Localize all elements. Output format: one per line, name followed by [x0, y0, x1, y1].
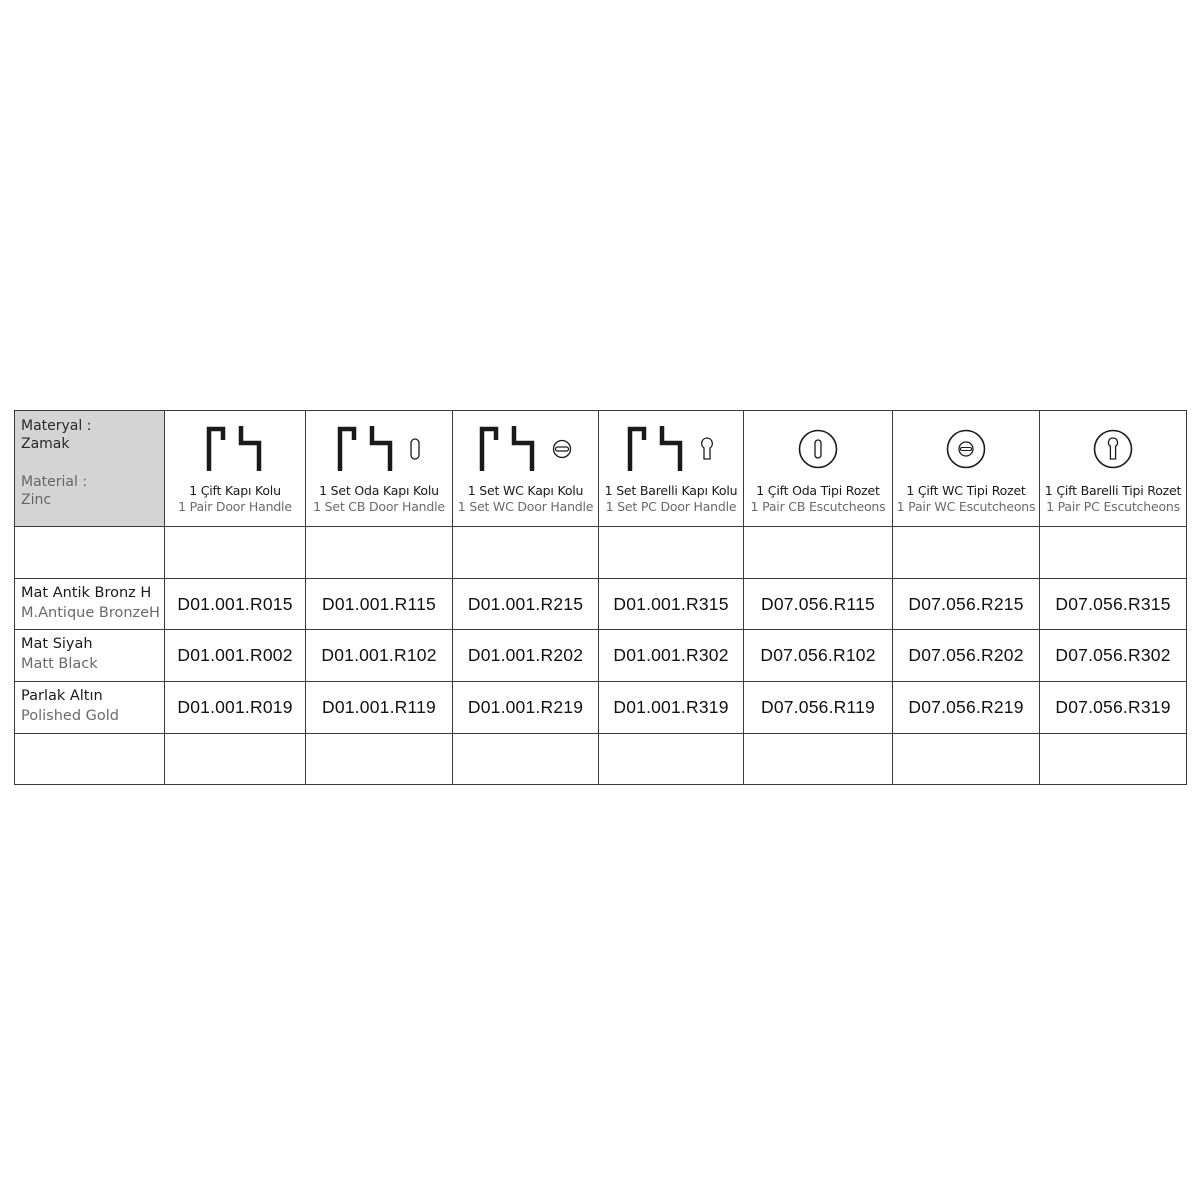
finish-name-tr: Mat Antik Bronz H — [21, 585, 152, 601]
wc-turn-icon — [551, 438, 573, 460]
finish-cell — [15, 579, 165, 630]
product-header-pc-escutcheon — [1040, 411, 1187, 527]
product-code: D01.001.R215 — [453, 579, 599, 630]
finish-name-en: Polished Gold — [21, 708, 119, 724]
product-code: D01.001.R102 — [306, 630, 453, 682]
product-header-wc-door-handle — [453, 411, 599, 527]
product-code: D07.056.R315 — [1040, 579, 1187, 630]
finish-name-en: M.Antique BronzeH — [21, 605, 160, 621]
product-name-tr: 1 Set Oda Kapı Kolu — [319, 483, 439, 498]
product-name-en: 1 Pair WC Escutcheons — [896, 498, 1036, 514]
product-code: D01.001.R319 — [599, 682, 744, 734]
product-code: D01.001.R202 — [453, 630, 599, 682]
empty-row — [15, 527, 1187, 579]
product-name-tr: 1 Çift Barelli Tipi Rozet — [1044, 483, 1182, 498]
product-name-en: 1 Pair PC Escutcheons — [1046, 498, 1180, 514]
product-code: D01.001.R219 — [453, 682, 599, 734]
door-handle-pair-icon — [337, 426, 395, 472]
header-row — [15, 411, 1187, 527]
product-code: D07.056.R115 — [744, 579, 893, 630]
product-name-tr: 1 Çift WC Tipi Rozet — [906, 483, 1026, 498]
product-code: D07.056.R102 — [744, 630, 893, 682]
product-code: D01.001.R019 — [165, 682, 306, 734]
material-label-tr: Materyal : — [21, 418, 92, 434]
material-cell — [15, 411, 165, 527]
product-name-tr: 1 Çift Oda Tipi Rozet — [756, 483, 880, 498]
finish-name-tr: Mat Siyah — [21, 636, 93, 652]
table-row — [15, 682, 1187, 734]
product-code: D01.001.R302 — [599, 630, 744, 682]
product-code: D07.056.R202 — [893, 630, 1040, 682]
door-handle-pair-icon — [479, 426, 537, 472]
table-row — [15, 630, 1187, 682]
door-handle-pair-icon — [627, 426, 685, 472]
wc-escutcheon-icon — [945, 428, 987, 470]
cb-keyhole-icon — [409, 437, 421, 461]
door-handle-pair-icon — [206, 426, 264, 472]
product-name-tr: 1 Set WC Kapı Kolu — [467, 483, 584, 498]
product-code: D07.056.R119 — [744, 682, 893, 734]
product-code: D01.001.R115 — [306, 579, 453, 630]
product-name-en: 1 Pair CB Escutcheons — [750, 498, 886, 514]
finish-cell — [15, 682, 165, 734]
product-code: D01.001.R002 — [165, 630, 306, 682]
product-code: D01.001.R119 — [306, 682, 453, 734]
table-row — [15, 579, 1187, 630]
product-header-cb-escutcheon — [744, 411, 893, 527]
empty-row — [15, 734, 1187, 785]
product-code: D01.001.R315 — [599, 579, 744, 630]
product-name-en: 1 Pair Door Handle — [178, 498, 292, 514]
product-name-en: 1 Set WC Door Handle — [457, 498, 594, 514]
product-code: D07.056.R215 — [893, 579, 1040, 630]
material-value-tr: Zamak — [21, 436, 70, 452]
finish-name-tr: Parlak Altın — [21, 688, 103, 704]
material-value-en: Zinc — [21, 492, 52, 508]
product-header-cb-door-handle — [306, 411, 453, 527]
pc-cylinder-icon — [699, 436, 715, 462]
pc-escutcheon-icon — [1092, 428, 1134, 470]
product-code: D07.056.R219 — [893, 682, 1040, 734]
product-name-en: 1 Set CB Door Handle — [313, 498, 445, 514]
product-name-en: 1 Set PC Door Handle — [605, 498, 737, 514]
product-code-table — [14, 410, 1187, 785]
product-name-tr: 1 Çift Kapı Kolu — [189, 483, 281, 498]
material-label-en: Material : — [21, 474, 88, 490]
product-header-door-handle — [165, 411, 306, 527]
cb-escutcheon-icon — [797, 428, 839, 470]
finish-cell — [15, 630, 165, 682]
product-header-pc-door-handle — [599, 411, 744, 527]
product-code: D07.056.R302 — [1040, 630, 1187, 682]
product-code: D01.001.R015 — [165, 579, 306, 630]
product-code: D07.056.R319 — [1040, 682, 1187, 734]
product-header-wc-escutcheon — [893, 411, 1040, 527]
product-name-tr: 1 Set Barelli Kapı Kolu — [604, 483, 738, 498]
finish-name-en: Matt Black — [21, 656, 98, 672]
